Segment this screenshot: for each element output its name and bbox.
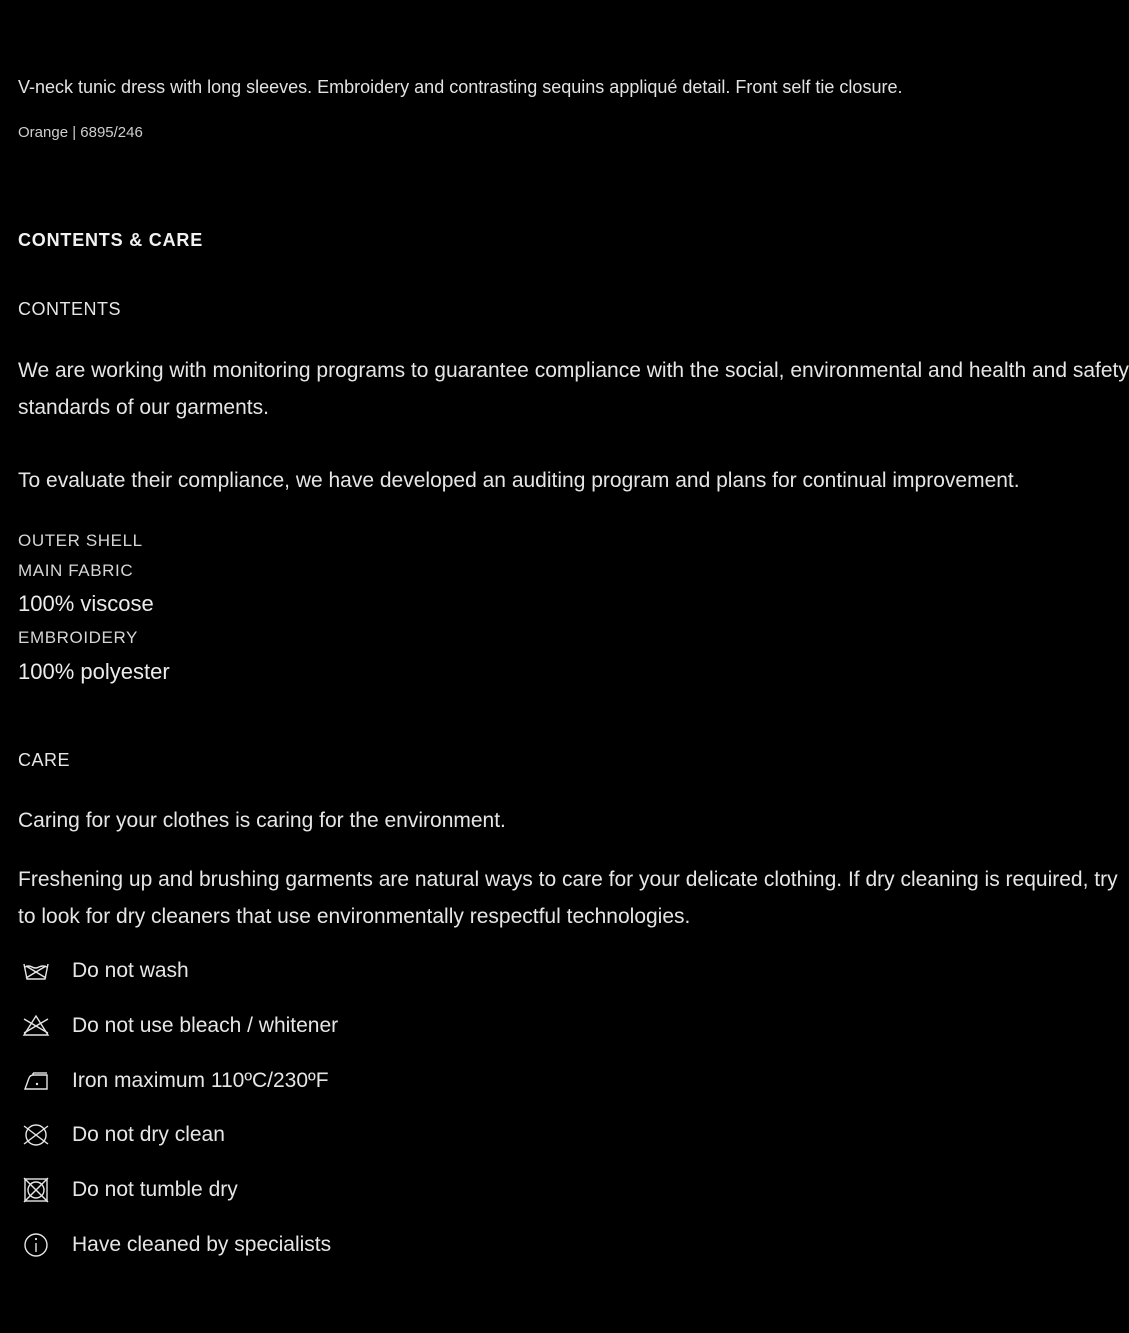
care-instruction-do-not-dry-clean xyxy=(18,1108,918,1163)
do-not-bleach-icon xyxy=(18,1008,54,1044)
care-instruction-text: Do not dry clean xyxy=(72,1123,225,1147)
care-instruction-text: Do not wash xyxy=(72,959,189,983)
care-heading: CARE xyxy=(18,750,71,770)
care-instruction-do-not-tumble-dry xyxy=(18,1163,918,1218)
do-not-wash-icon xyxy=(18,953,54,989)
main-fabric-label: MAIN FABRIC xyxy=(18,561,134,580)
contents-care-title: CONTENTS & CARE xyxy=(18,230,204,250)
care-intro-paragraph: Caring for your clothes is caring for the environment. xyxy=(18,809,506,832)
care-instruction-professional-cleaning xyxy=(18,1217,918,1272)
embroidery-label: EMBROIDERY xyxy=(18,628,138,647)
care-instruction-iron xyxy=(18,1053,918,1108)
care-instruction-do-not-wash xyxy=(18,944,918,999)
product-details-page xyxy=(18,0,1129,1333)
product-description: V-neck tunic dress with long sleeves. Embroidery and contrasting sequins appliqué detail. Front self tie closure. xyxy=(18,77,903,97)
product-color-reference: Orange | 6895/246 xyxy=(18,124,143,141)
embroidery-value: 100% polyester xyxy=(18,659,170,684)
care-instruction-text: Do not tumble dry xyxy=(72,1178,238,1202)
contents-heading: CONTENTS xyxy=(18,299,121,319)
care-instruction-text: Have cleaned by specialists xyxy=(72,1232,332,1256)
care-instruction-do-not-bleach xyxy=(18,999,918,1054)
care-instruction-text: Iron maximum 110ºC/230ºF xyxy=(72,1068,329,1092)
compliance-paragraph-line-2: standards of our garments. xyxy=(18,396,269,419)
do-not-dry-clean-icon xyxy=(18,1117,54,1153)
auditing-paragraph: To evaluate their compliance, we have developed an auditing program and plans for continual improvement. xyxy=(18,469,1020,492)
care-instruction-text: Do not use bleach / whitener xyxy=(72,1014,339,1038)
outer-shell-label: OUTER SHELL xyxy=(18,531,143,550)
care-advice-paragraph-line-1: Freshening up and brushing garments are natural ways to care for your delicate clothing. If dry cleaning is required, try xyxy=(18,868,1118,891)
care-advice-paragraph-line-2: to look for dry cleaners that use environmentally respectful technologies. xyxy=(18,905,691,928)
iron-low-temperature-icon xyxy=(18,1063,54,1099)
main-fabric-value: 100% viscose xyxy=(18,591,154,616)
info-icon xyxy=(18,1227,54,1263)
compliance-paragraph-line-1: We are working with monitoring programs to guarantee compliance with the social, environmental and health and safety xyxy=(18,359,1129,382)
do-not-tumble-dry-icon xyxy=(18,1172,54,1208)
care-instructions-list xyxy=(18,944,918,1272)
